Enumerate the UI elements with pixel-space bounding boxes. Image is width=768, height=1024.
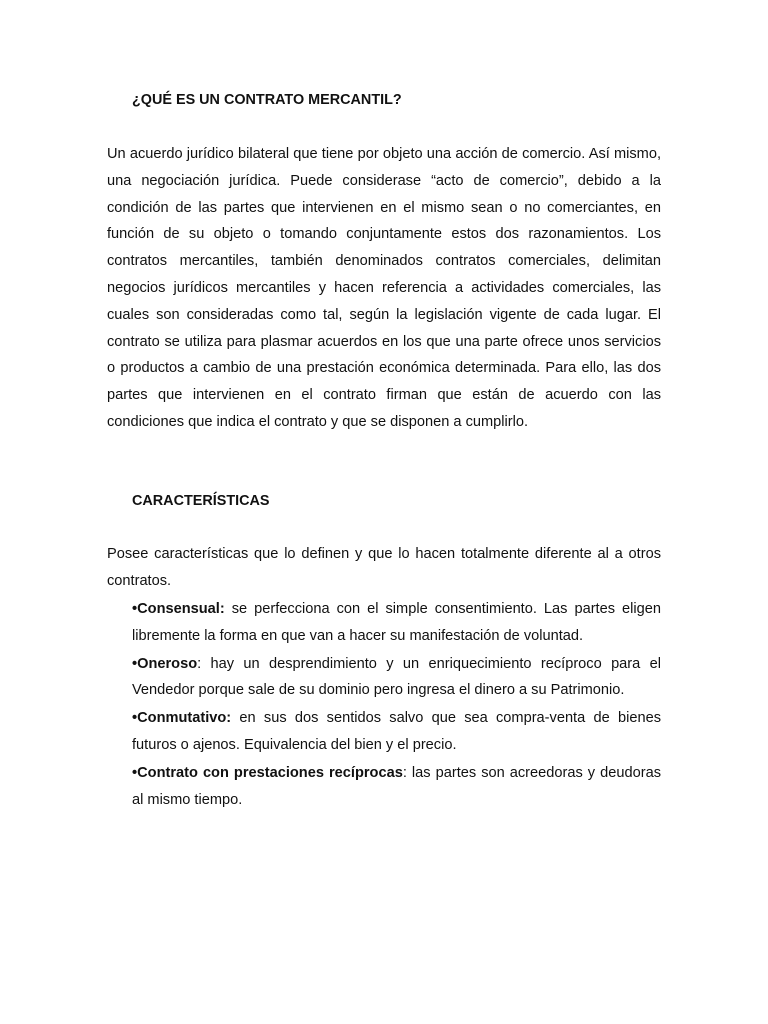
bullet-icon: • — [132, 655, 138, 672]
list-item-consensual — [132, 596, 661, 650]
bullet-icon: • — [132, 601, 138, 617]
bullet-term: Contrato con prestaciones recíprocas — [137, 764, 403, 781]
bullet-text: en sus dos sentidos salvo que sea compra-venta de bienes futuros o ajenos. Equivalencia del bien y el precio. — [132, 710, 661, 753]
list-item-oneroso — [132, 651, 661, 705]
bullet-term: Consensual: — [137, 601, 225, 617]
characteristics-intro-paragraph: Posee características que lo definen y que lo hacen totalmente diferente al a otros contratos. — [107, 546, 661, 589]
section-heading-contrato-mercantil: ¿QUÉ ES UN CONTRATO MERCANTIL? — [132, 92, 402, 108]
list-item-prestaciones-reciprocas — [132, 760, 661, 814]
characteristics-list — [132, 596, 661, 814]
bullet-text: se perfecciona con el simple consentimiento. Las partes eligen libremente la forma en que van a hacer su manifestación de voluntad. — [132, 601, 661, 644]
bullet-icon: • — [132, 710, 138, 727]
section-heading-caracteristicas: CARACTERÍSTICAS — [132, 493, 270, 509]
bullet-icon: • — [132, 764, 138, 781]
list-item-conmutativo — [132, 705, 661, 759]
bullet-term: Conmutativo: — [137, 710, 232, 727]
definition-paragraph: Un acuerdo jurídico bilateral que tiene por objeto una acción de comercio. Así mismo, una negociación jurídica. Puede considerase “acto de comercio”, debido a la condición de las partes que intervienen en el mismo sean o no comerciantes, en función de su objeto o tomando conjuntamente estos dos razonamientos. Los contratos mercantiles, también denominados contratos comerciales, delimitan negocios jurídicos mercantiles y hacen referencia a actividades comerciales, las cuales son consideradas como tal, según la legislación vigente de cada lugar. El contrato se utiliza para plasmar acuerdos en los que una parte ofrece unos servicios o productos a cambio de una prestación económica determinada. Para ello, las dos partes que intervienen en el contrato firman que están de acuerdo con las condiciones que indica el contrato y que se disponen a cumplirlo. — [107, 146, 661, 430]
bullet-text: : hay un desprendimiento y un enriquecimiento recíproco para el Vendedor porque sale de su dominio pero ingresa el dinero a su Patrimonio. — [132, 655, 661, 699]
bullet-text: : las partes son acreedoras y deudoras al mismo tiempo. — [132, 764, 661, 808]
bullet-term: Oneroso — [137, 655, 198, 672]
